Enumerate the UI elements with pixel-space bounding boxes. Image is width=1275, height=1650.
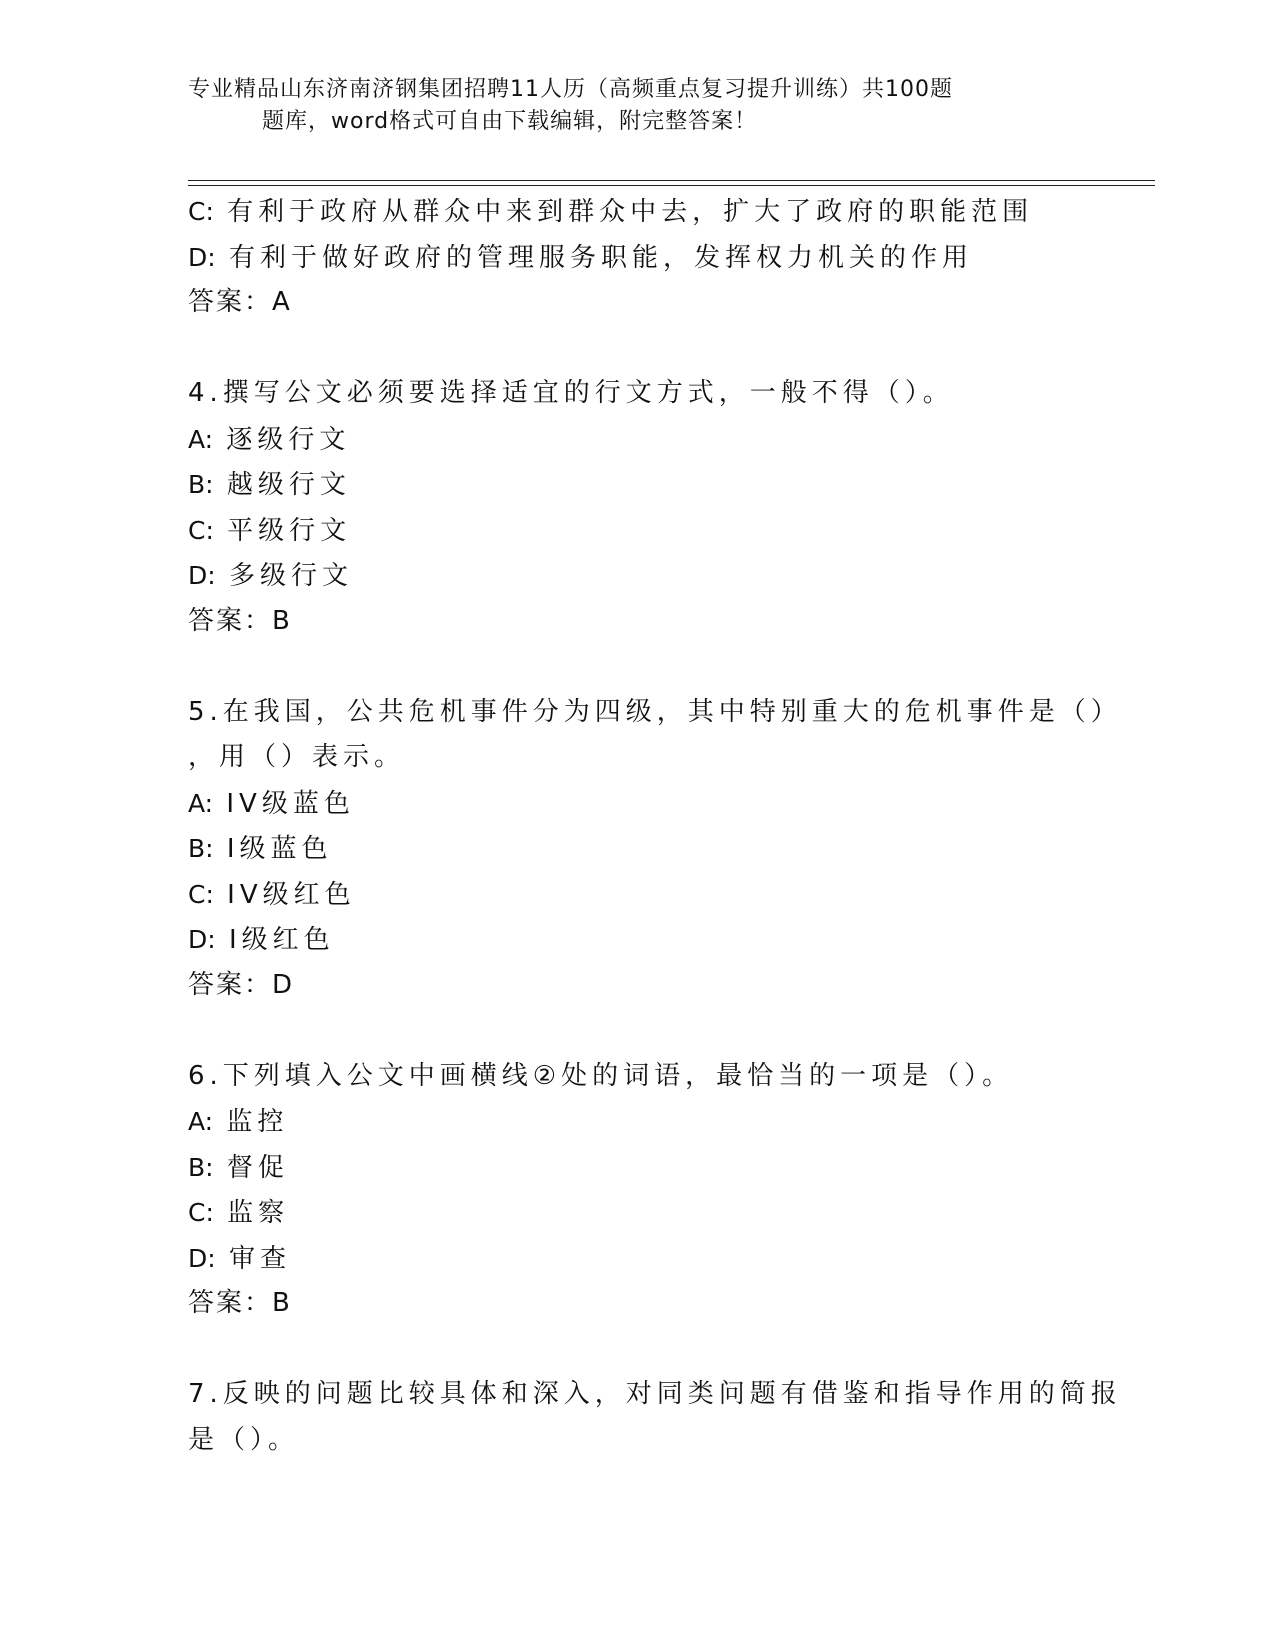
header-divider-top: [188, 180, 1155, 181]
option-letter: A:: [188, 788, 214, 818]
spacer: [188, 644, 1088, 690]
option-text: I级蓝色: [226, 834, 333, 864]
option-letter: C:: [188, 515, 214, 545]
option-text: 有利于做好政府的管理服务职能，发挥权力机关的作用: [228, 242, 973, 273]
question-text: 5.在我国，公共危机事件分为四级，其中特别重大的危机事件是（）: [188, 696, 1122, 727]
question-4: [188, 371, 1088, 644]
option-letter: D:: [188, 242, 216, 272]
option-text: 多级行文: [228, 561, 353, 591]
option-b: [188, 1145, 1088, 1191]
header-title-line-1: 专业精品山东济南济钢集团招聘11人历（高频重点复习提升训练）共100题: [188, 77, 953, 102]
question-list: [188, 189, 1122, 1463]
header-title-line-2: 题库，word格式可自由下载编辑，附完整答案！: [262, 109, 758, 134]
option-text: I级红色: [228, 925, 335, 955]
question-text: 7.反映的问题比较具体和深入，对同类问题有借鉴和指导作用的简报: [188, 1379, 1122, 1409]
option-text: 监控: [226, 1107, 289, 1137]
option-letter: C:: [188, 197, 214, 226]
spacer: [188, 326, 1088, 372]
answer-line: 答案：A: [188, 287, 292, 317]
option-a: [188, 781, 1088, 827]
answer-line: 答案：B: [188, 605, 292, 636]
question-text: 6.下列填入公文中画横线②处的词语，最恰当的一项是（）。: [188, 1060, 1014, 1091]
option-d: [188, 1236, 1088, 1282]
option-letter: A:: [188, 1107, 214, 1136]
option-text: IV级红色: [227, 879, 356, 910]
option-c: [188, 189, 1088, 235]
option-letter: D:: [188, 925, 216, 954]
answer-line: 答案：D: [188, 969, 295, 1000]
option-letter: C:: [188, 879, 214, 909]
question-5: [188, 690, 1122, 1009]
option-text: IV级蓝色: [226, 788, 355, 819]
option-letter: D:: [188, 561, 216, 590]
option-letter: B:: [188, 470, 214, 499]
spacer: [188, 1008, 1088, 1054]
option-text: 监察: [227, 1198, 290, 1228]
option-d: [188, 917, 1088, 963]
question-text-continued: 是（）。: [188, 1424, 300, 1455]
spacer: [188, 1327, 1088, 1373]
option-d: [188, 235, 1088, 281]
header-divider-bottom: [188, 185, 1155, 186]
option-letter: A:: [188, 424, 214, 454]
option-letter: B:: [188, 834, 214, 863]
question-7: [188, 1372, 1122, 1463]
option-d: [188, 553, 1088, 599]
option-letter: C:: [188, 1198, 214, 1227]
option-a: [188, 1099, 1088, 1145]
option-c: [188, 872, 1088, 918]
option-text: 审查: [228, 1243, 291, 1274]
option-text: 有利于政府从群众中来到群众中去，扩大了政府的职能范围: [227, 197, 1034, 227]
option-c: [188, 1190, 1088, 1236]
option-letter: D:: [188, 1243, 216, 1273]
option-b: [188, 826, 1088, 872]
option-letter: B:: [188, 1152, 214, 1182]
question-text: 4.撰写公文必须要选择适宜的行文方式，一般不得（）。: [188, 378, 954, 408]
option-b: [188, 462, 1088, 508]
option-text: 越级行文: [226, 470, 351, 500]
question-3-tail: [188, 189, 1088, 326]
option-text: 平级行文: [227, 515, 352, 546]
option-text: 逐级行文: [226, 424, 351, 455]
question-6: [188, 1054, 1088, 1327]
option-a: [188, 417, 1088, 463]
option-text: 督促: [226, 1152, 289, 1183]
question-text-continued: ，用（）表示。: [188, 742, 406, 772]
option-c: [188, 508, 1088, 554]
document-header: [188, 74, 1068, 138]
answer-line: 答案：B: [188, 1288, 292, 1318]
